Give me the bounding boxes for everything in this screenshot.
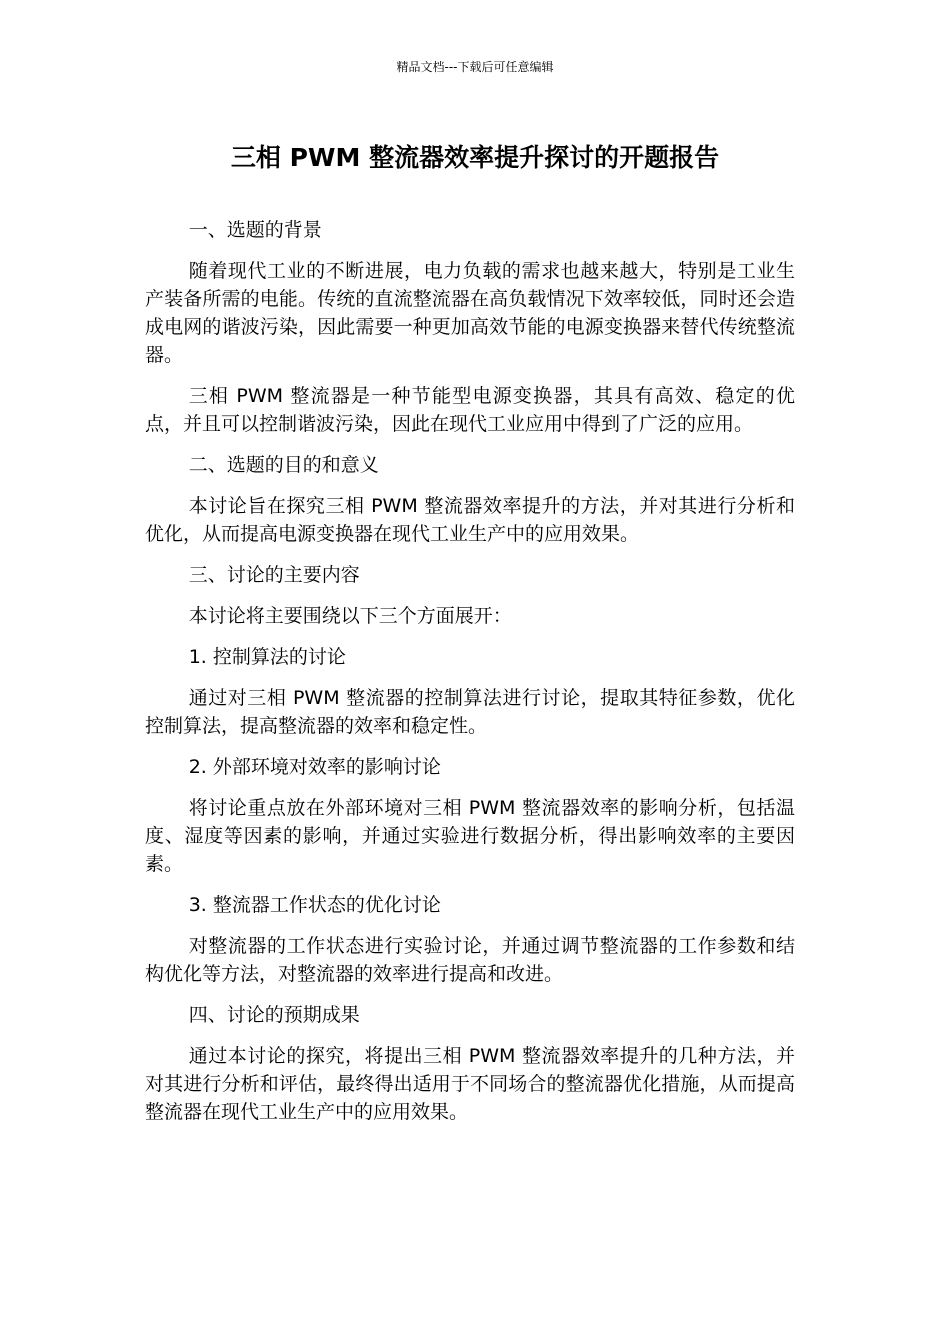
paragraph: 三相 PWM 整流器是一种节能型电源变换器，其具有高效、稳定的优点，并且可以控制谐波污染，因此在现代工业应用中得到了广泛的应用。 (145, 385, 795, 435)
subheading-working-state: 3. 整流器工作状态的优化讨论 (188, 894, 441, 916)
paragraph: 随着现代工业的不断进展，电力负载的需求也越来越大，特别是工业生产装备所需的电能。传统的直流整流器在高负载情况下效率较低，同时还会造成电网的谐波污染，因此需要一种更加高效节能的电源变换器来替代传统整流器。 (145, 260, 795, 366)
paragraph: 对整流器的工作状态进行实验讨论，并通过调节整流器的工作参数和结构优化等方法，对整流器的效率进行提高和改进。 (145, 935, 795, 985)
section-heading-content: 三、讨论的主要内容 (188, 564, 360, 586)
paragraph: 将讨论重点放在外部环境对三相 PWM 整流器效率的影响分析，包括温度、湿度等因素的影响，并通过实验进行数据分析，得出影响效率的主要因素。 (145, 797, 795, 875)
paragraph: 通过对三相 PWM 整流器的控制算法进行讨论，提取其特征参数，优化控制算法，提高整流器的效率和稳定性。 (145, 687, 795, 737)
section-heading-outcomes: 四、讨论的预期成果 (188, 1004, 360, 1026)
paragraph: 本讨论将主要围绕以下三个方面展开： (188, 605, 512, 627)
section-heading-purpose: 二、选题的目的和意义 (188, 454, 379, 476)
paragraph: 通过本讨论的探究，将提出三相 PWM 整流器效率提升的几种方法，并对其进行分析和评估，最终得出适用于不同场合的整流器优化措施，从而提高整流器在现代工业生产中的应用效果。 (145, 1045, 795, 1123)
section-heading-background: 一、选题的背景 (188, 219, 322, 241)
paragraph: 本讨论旨在探究三相 PWM 整流器效率提升的方法，并对其进行分析和优化，从而提高电源变换器在现代工业生产中的应用效果。 (145, 495, 795, 545)
header-note: 精品文档---下载后可任意编辑 (396, 60, 554, 74)
document-title: 三相 PWM 整流器效率提升探讨的开题报告 (230, 143, 720, 172)
subheading-environment: 2. 外部环境对效率的影响讨论 (188, 756, 441, 778)
subheading-control-algorithm: 1. 控制算法的讨论 (188, 646, 346, 668)
document-body (145, 216, 795, 1139)
